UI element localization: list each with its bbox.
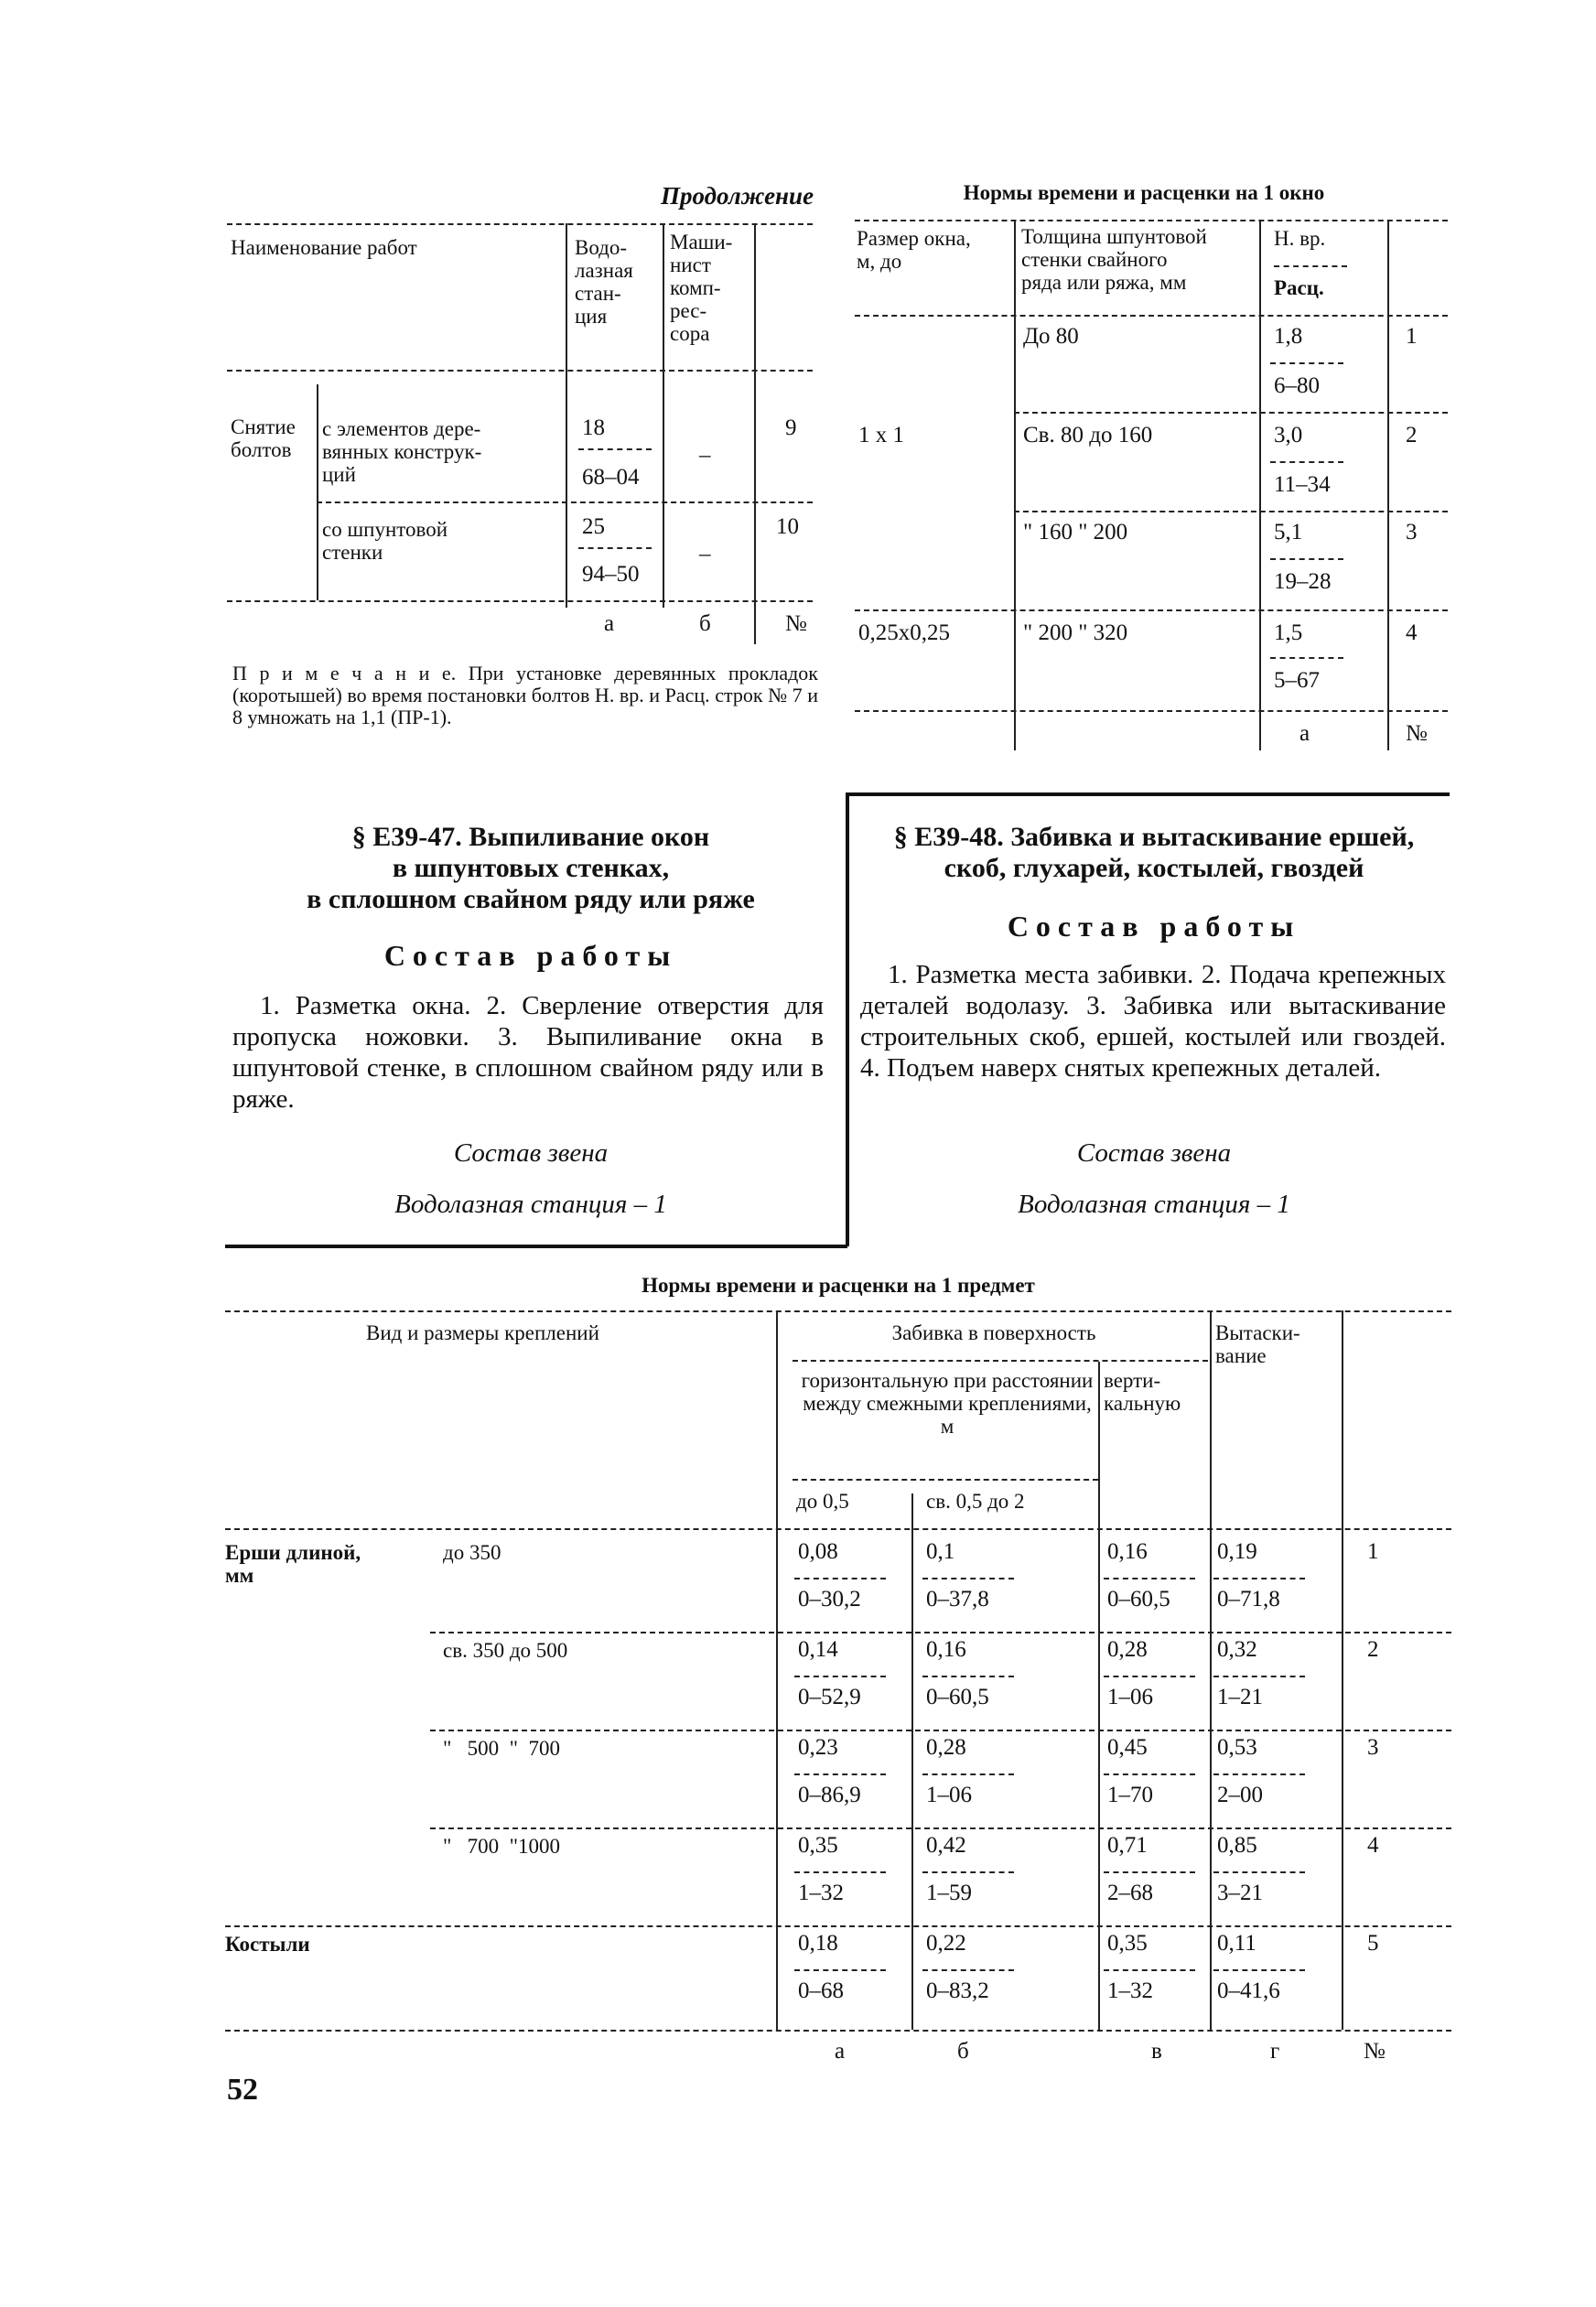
row-norm: 5,1 [1274, 520, 1303, 544]
frac-bar [794, 1969, 886, 1971]
col-header-vertical: верти- кальную [1104, 1369, 1181, 1415]
footer-a: а [604, 611, 615, 636]
row-size: 1 х 1 [858, 423, 904, 447]
row-rate-v: 0–60,5 [1107, 1587, 1170, 1612]
row-norm-g: 0,19 [1217, 1539, 1257, 1564]
frac-bar [1213, 1773, 1305, 1775]
row-rate: 6–80 [1274, 373, 1320, 398]
table-rule [317, 501, 813, 503]
frac-bar [922, 1773, 1014, 1775]
frac-bar [922, 1871, 1014, 1873]
row-norm-b: 0,42 [926, 1833, 966, 1858]
row-norm-b: 0,16 [926, 1637, 966, 1662]
row-norm-g: 0,11 [1217, 1931, 1256, 1956]
row-number: 3 [1367, 1735, 1379, 1760]
section-48-title-line: § Е39-48. Забивка и вытаскивание ершей, [893, 822, 1415, 852]
row-size: " 700 "1000 [443, 1835, 561, 1858]
row-number: 3 [1406, 520, 1418, 544]
row-size: св. 350 до 500 [443, 1639, 568, 1662]
col-header-horizontal: горизонтальную при расстоянии между смежными креплениями, м [801, 1369, 1094, 1438]
row-number: 10 [776, 514, 799, 539]
frac-bar [1104, 1578, 1195, 1579]
row-thickness: До 80 [1023, 324, 1079, 349]
row-norm: 25 [582, 514, 605, 539]
section-47-composition-heading: Состав работы [383, 939, 678, 972]
row-rate-g: 0–41,6 [1217, 1978, 1280, 2003]
frac-bar [1104, 1871, 1195, 1873]
row-thickness: Св. 80 до 160 [1023, 423, 1153, 447]
frac-bar [1213, 1676, 1305, 1677]
col-header-thickness: Толщина шпунтовой стенки свайного ряда или ряжа, мм [1021, 225, 1207, 294]
col-header-over05: св. 0,5 до 2 [926, 1490, 1025, 1513]
col-divider [566, 223, 567, 608]
table-title: Нормы времени и расценки на 1 предмет [642, 1274, 1035, 1297]
row-rate: 94–50 [582, 562, 640, 587]
row-rate-g: 3–21 [1217, 1881, 1263, 1905]
frac-bar [1213, 1969, 1305, 1971]
row-rate-b: 0–83,2 [926, 1978, 989, 2003]
footer-num: № [1364, 2039, 1386, 2064]
row-norm-a: 0,23 [798, 1735, 838, 1760]
col-divider [1342, 1310, 1343, 2030]
footer-b: б [957, 2039, 969, 2064]
frac-bar [1104, 1676, 1195, 1677]
col-header-kind: Вид и размеры креплений [366, 1321, 599, 1344]
col-header-size: Размер окна, м, до [857, 227, 971, 273]
row-norm-b: 0,1 [926, 1539, 955, 1564]
table-rule [227, 370, 813, 372]
row-desc: со шпунтовой стенки [322, 518, 448, 564]
table-rule [855, 220, 1448, 221]
row-norm-a: 0,14 [798, 1637, 838, 1662]
section-48-title-line: скоб, глухарей, костылей, гвоздей [944, 853, 1364, 883]
row-thickness: " 200 " 320 [1023, 620, 1128, 645]
row-rate: 19–28 [1274, 569, 1332, 594]
row-rate-a: 0–30,2 [798, 1587, 861, 1612]
footer-b: б [699, 611, 711, 636]
table-rule [855, 609, 1448, 611]
table-rule [430, 1730, 1451, 1731]
row-norm-b: 0,22 [926, 1931, 966, 1956]
row-rate-g: 1–21 [1217, 1685, 1263, 1709]
frac-bar [1213, 1578, 1305, 1579]
table-rule [855, 315, 1448, 317]
row-norm-g: 0,85 [1217, 1833, 1257, 1858]
section-47-composition-text: 1. Разметка окна. 2. Сверление отверстия для пропуска ножовки. 3. Выпиливание окна в шпунтовой стенке, в сплошном свайном ряду или в ряже. [232, 991, 824, 1114]
row-norm-v: 0,45 [1107, 1735, 1148, 1760]
row-rate-b: 1–59 [926, 1881, 972, 1905]
row-norm-a: 0,18 [798, 1931, 838, 1956]
col-header-compressor: Маши- нист комп- рес- сора [670, 231, 733, 345]
row-norm-g: 0,32 [1217, 1637, 1257, 1662]
frac-bar [794, 1578, 886, 1579]
table-rule [793, 1479, 1098, 1481]
row-size: 0,25x0,25 [858, 620, 950, 645]
row-norm: 1,8 [1274, 324, 1303, 349]
section-47-title-line: § Е39-47. Выпиливание окон [351, 822, 710, 852]
table-rule [430, 1827, 1451, 1829]
row-rate-v: 1–70 [1107, 1783, 1153, 1807]
frac-bar [1270, 558, 1343, 560]
section-47-title-line: в шпунтовых стенках, [392, 853, 670, 883]
table-rule [225, 1925, 1451, 1927]
section-rule [225, 1245, 847, 1248]
row-size: до 350 [443, 1541, 501, 1564]
table-rule [225, 1528, 1451, 1530]
col-header-rasc: Расц. [1274, 276, 1324, 299]
footer-a: а [1299, 721, 1310, 746]
row-number: 4 [1406, 620, 1418, 645]
section-47-title-line: в сплошном свайном ряду или ряже [307, 884, 755, 914]
footer-g: г [1270, 2039, 1280, 2064]
table-rule [1014, 412, 1448, 414]
page-number: 52 [227, 2073, 258, 2107]
frac-bar [922, 1578, 1014, 1579]
section-48-composition-text: 1. Разметка места забивки. 2. Подача крепежных деталей водолазу. 3. Забивка или вытаскивание строительных скоб, ершей, костылей или гвоздей. 4. Подъем наверх снятых крепежных деталей. [860, 960, 1446, 1083]
row-rate-v: 2–68 [1107, 1881, 1153, 1905]
col-divider [317, 384, 318, 600]
row-number: 1 [1406, 324, 1418, 349]
row-number: 2 [1367, 1637, 1379, 1662]
section-rule [846, 792, 1450, 796]
row-norm-a: 0,08 [798, 1539, 838, 1564]
frac-bar [1104, 1773, 1195, 1775]
frac-bar [922, 1676, 1014, 1677]
table-rule [227, 223, 813, 225]
frac-bar [794, 1773, 886, 1775]
table-rule [227, 600, 813, 602]
col-divider [776, 1310, 778, 2030]
col-divider [1259, 220, 1261, 750]
row-rate-v: 1–32 [1107, 1978, 1153, 2003]
section-47-crew-text: Водолазная станция – 1 [394, 1190, 667, 1219]
col-divider [754, 223, 756, 644]
table-rule [1014, 511, 1448, 512]
row-norm-v: 0,71 [1107, 1833, 1148, 1858]
row-norm: 1,5 [1274, 620, 1303, 645]
frac-bar [922, 1969, 1014, 1971]
frac-bar [794, 1676, 886, 1677]
frac-bar [578, 547, 652, 549]
section-48-crew-heading: Состав звена [1076, 1138, 1232, 1168]
col-header-diving-station: Водо- лазная стан- ция [575, 236, 633, 328]
col-divider [1014, 220, 1016, 750]
row-label: Костыли [225, 1933, 310, 1956]
col-header-driving: Забивка в поверхность [891, 1321, 1096, 1344]
row-norm-v: 0,35 [1107, 1931, 1148, 1956]
section-48-title [857, 822, 1451, 884]
row-number: 4 [1367, 1833, 1379, 1858]
col-divider [1387, 220, 1389, 750]
row-size: " 500 " 700 [443, 1737, 561, 1760]
row-norm: 18 [582, 415, 605, 440]
continuation-label: Продолжение [661, 182, 814, 210]
row-number: 9 [785, 415, 797, 440]
frac-bar [1270, 362, 1343, 364]
footer-num: № [1406, 721, 1428, 746]
row-norm-g: 0,53 [1217, 1735, 1257, 1760]
row-number: 2 [1406, 423, 1418, 447]
row-rate-b: 0–60,5 [926, 1685, 989, 1709]
col-header-upto05: до 0,5 [796, 1490, 849, 1513]
row-rate-a: 0–86,9 [798, 1783, 861, 1807]
frac-bar [1104, 1969, 1195, 1971]
frac-bar [1274, 265, 1347, 267]
row-number: 1 [1367, 1539, 1379, 1564]
section-48-crew-text: Водолазная станция – 1 [1018, 1190, 1290, 1219]
footer-v: в [1151, 2039, 1162, 2064]
table-rule [430, 1632, 1451, 1633]
row-rate-a: 0–68 [798, 1978, 844, 2003]
frac-bar [794, 1871, 886, 1873]
table-rule [225, 1310, 1451, 1312]
row-rate: 68–04 [582, 465, 640, 490]
row-norm-v: 0,16 [1107, 1539, 1148, 1564]
section-47-title [229, 822, 833, 915]
table-rule [855, 710, 1448, 712]
section-47-crew-heading: Состав звена [453, 1138, 609, 1168]
table-title: Нормы времени и расценки на 1 окно [963, 181, 1325, 204]
row-desc: с элементов дере- вянных конструк- ций [322, 417, 482, 486]
frac-bar [1270, 657, 1343, 659]
row-norm-b: 0,28 [926, 1735, 966, 1760]
row-rate: 5–67 [1274, 668, 1320, 693]
col-header-name: Наименование работ [231, 236, 417, 259]
frac-bar [578, 448, 652, 450]
row-rate-b: 0–37,8 [926, 1587, 989, 1612]
footer-num: № [785, 611, 807, 636]
col-header-hvr: Н. вр. [1274, 227, 1326, 250]
frac-bar [1270, 461, 1343, 463]
group-label: Ерши длиной, мм [225, 1541, 361, 1587]
section-48-composition-heading: Состав работы [1007, 910, 1301, 943]
table-rule [793, 1360, 1208, 1362]
row-rate-g: 2–00 [1217, 1783, 1263, 1807]
col-divider [1098, 1362, 1100, 2030]
row-rate-v: 1–06 [1107, 1685, 1153, 1709]
group-label: Снятие болтов [231, 415, 296, 461]
row-rate-a: 0–52,9 [798, 1685, 861, 1709]
row-rate-b: 1–06 [926, 1783, 972, 1807]
section-divider [846, 792, 849, 1246]
row-norm: 3,0 [1274, 423, 1303, 447]
row-comp: – [699, 542, 711, 566]
footer-a: а [835, 2039, 846, 2064]
frac-bar [1213, 1871, 1305, 1873]
row-norm-v: 0,28 [1107, 1637, 1148, 1662]
row-rate: 11–34 [1274, 472, 1331, 497]
col-divider [663, 223, 664, 608]
col-divider [911, 1493, 913, 2030]
table-rule [225, 2030, 1451, 2032]
col-header-pulling: Вытаски- вание [1215, 1321, 1300, 1367]
row-thickness: " 160 " 200 [1023, 520, 1128, 544]
row-number: 5 [1367, 1931, 1379, 1956]
row-rate-a: 1–32 [798, 1881, 844, 1905]
row-norm-a: 0,35 [798, 1833, 838, 1858]
row-rate-g: 0–71,8 [1217, 1587, 1280, 1612]
col-divider [1210, 1310, 1212, 2030]
row-comp: – [699, 443, 711, 468]
table-note: П р и м е ч а н и е. При установке деревянных прокладок (коротышей) во время постановки болтов Н. вр. и Расц. строк № 7 и 8 умножать на 1,1 (ПР-1). [232, 662, 818, 728]
